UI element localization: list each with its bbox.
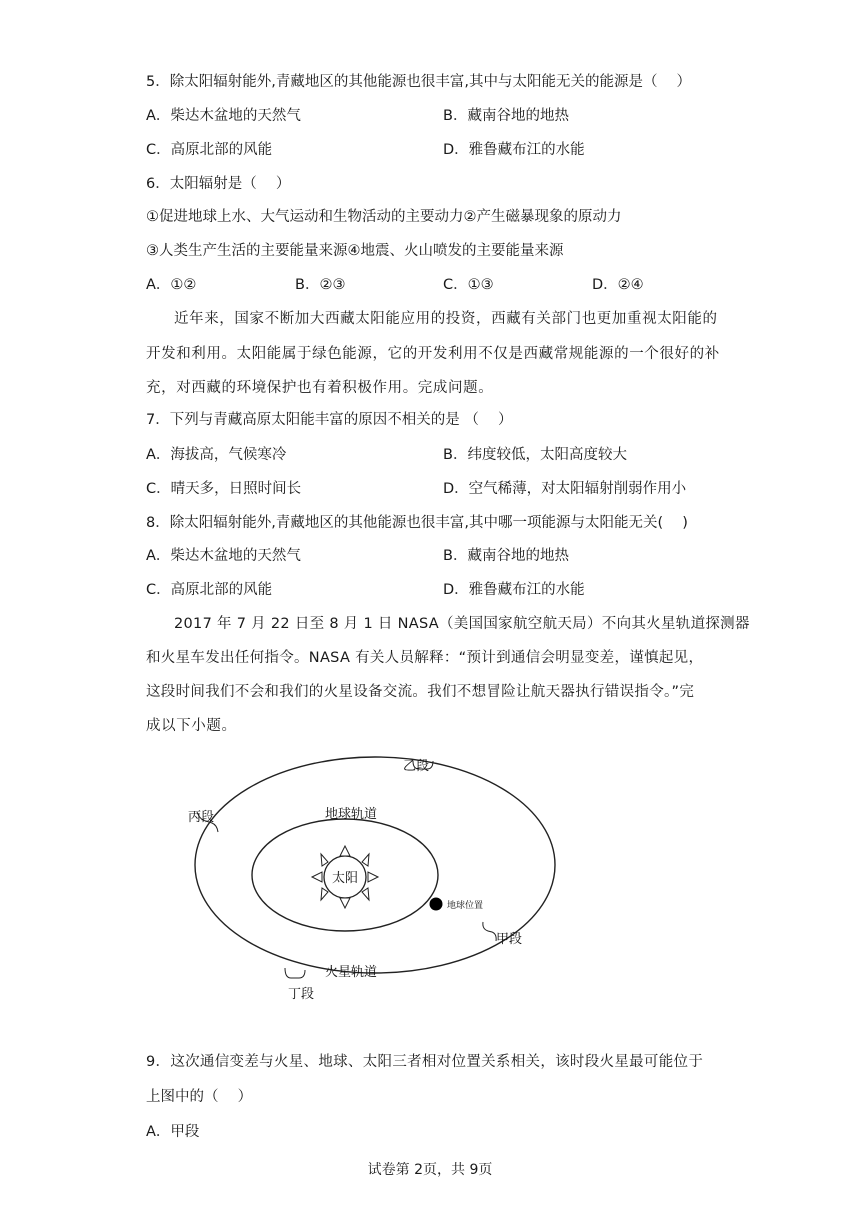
q5-option-c: C．高原北部的风能	[146, 142, 273, 158]
q7-stem: 7．下列与青藏高原太阳能丰富的原因不相关的是 （ ）	[146, 412, 513, 428]
q8-option-a: A．柴达木盆地的天然气	[146, 548, 301, 564]
mars-orbit-label: 火星轨道	[325, 965, 378, 980]
q9-stem-line2: 上图中的（ ）	[146, 1089, 253, 1105]
q6-option-b: B．②③	[295, 277, 346, 293]
q5-option-a: A．柴达木盆地的天然气	[146, 108, 301, 124]
q5-stem: 5．除太阳辐射能外,青藏地区的其他能源也很丰富,其中与太阳能无关的能源是（ ）	[146, 74, 692, 90]
q8-option-c: C．高原北部的风能	[146, 582, 273, 598]
segment-jia-label: 甲段	[496, 932, 523, 947]
earth-position-dot	[430, 898, 443, 911]
sun-label: 太阳	[331, 871, 359, 886]
page-footer: 试卷第 2页，共 9页	[367, 1162, 493, 1178]
q8-stem: 8．除太阳辐射能外,青藏地区的其他能源也很丰富,其中哪一项能源与太阳能无关( )	[146, 515, 688, 531]
segment-jia-bracket	[483, 922, 496, 941]
q9-option-a: A．甲段	[146, 1124, 200, 1140]
q6-option-c: C．①③	[443, 277, 494, 293]
segment-bing-label: 丙段	[188, 810, 215, 825]
q6-statement-line1: ①促进地球上水、大气运动和生物活动的主要动力②产生磁暴现象的原动力	[146, 209, 622, 225]
q6-option-a: A．①②	[146, 277, 197, 293]
earth-position-label: 地球位置	[447, 901, 484, 911]
segment-ding-label: 丁段	[288, 987, 315, 1002]
passage2-line3: 这段时间我们不会和我们的火星设备交流。我们不想冒险让航天器执行错误指令。”完	[146, 684, 695, 700]
passage2-line1: 2017 年 7 月 22 日至 8 月 1 日 NASA（美国国家航空航天局）不向其火星轨道探测器	[174, 616, 750, 632]
q6-option-d: D．②④	[592, 277, 644, 293]
q5-option-b: B．藏南谷地的地热	[443, 108, 569, 124]
q9-stem-line1: 9．这次通信变差与火星、地球、太阳三者相对位置关系相关，该时段火星最可能位于	[146, 1054, 704, 1070]
q6-statement-line2: ③人类生产生活的主要能量来源④地震、火山喷发的主要能量来源	[146, 243, 564, 259]
earth-orbit-label: 地球轨道	[325, 807, 378, 822]
passage2-line4: 成以下小题。	[146, 718, 237, 734]
passage2-line2: 和火星车发出任何指令。NASA 有关人员解释：“预计到通信会明显变差，谨慎起见，	[146, 650, 704, 666]
passage1-line2: 开发和利用。太阳能属于绿色能源，它的开发利用不仅是西藏常规能源的一个很好的补	[146, 346, 720, 362]
q5-option-d: D．雅鲁藏布江的水能	[443, 142, 585, 158]
q7-option-b: B．纬度较低，太阳高度较大	[443, 447, 627, 463]
passage1-line1: 近年来，国家不断加大西藏太阳能应用的投资，西藏有关部门也更加重视太阳能的	[174, 311, 718, 327]
q8-option-b: B．藏南谷地的地热	[443, 548, 569, 564]
segment-ding-bracket	[285, 968, 305, 978]
segment-yi-label: 乙段	[403, 759, 430, 774]
q7-option-d: D．空气稀薄，对太阳辐射削弱作用小	[443, 481, 687, 497]
orbit-diagram	[170, 748, 590, 1013]
q7-option-a: A．海拔高，气候寒冷	[146, 447, 287, 463]
q6-stem: 6．太阳辐射是（ ）	[146, 176, 291, 192]
q8-option-d: D．雅鲁藏布江的水能	[443, 582, 585, 598]
passage1-line3: 充，对西藏的环境保护也有着积极作用。完成问题。	[146, 380, 494, 396]
q7-option-c: C．晴天多，日照时间长	[146, 481, 302, 497]
